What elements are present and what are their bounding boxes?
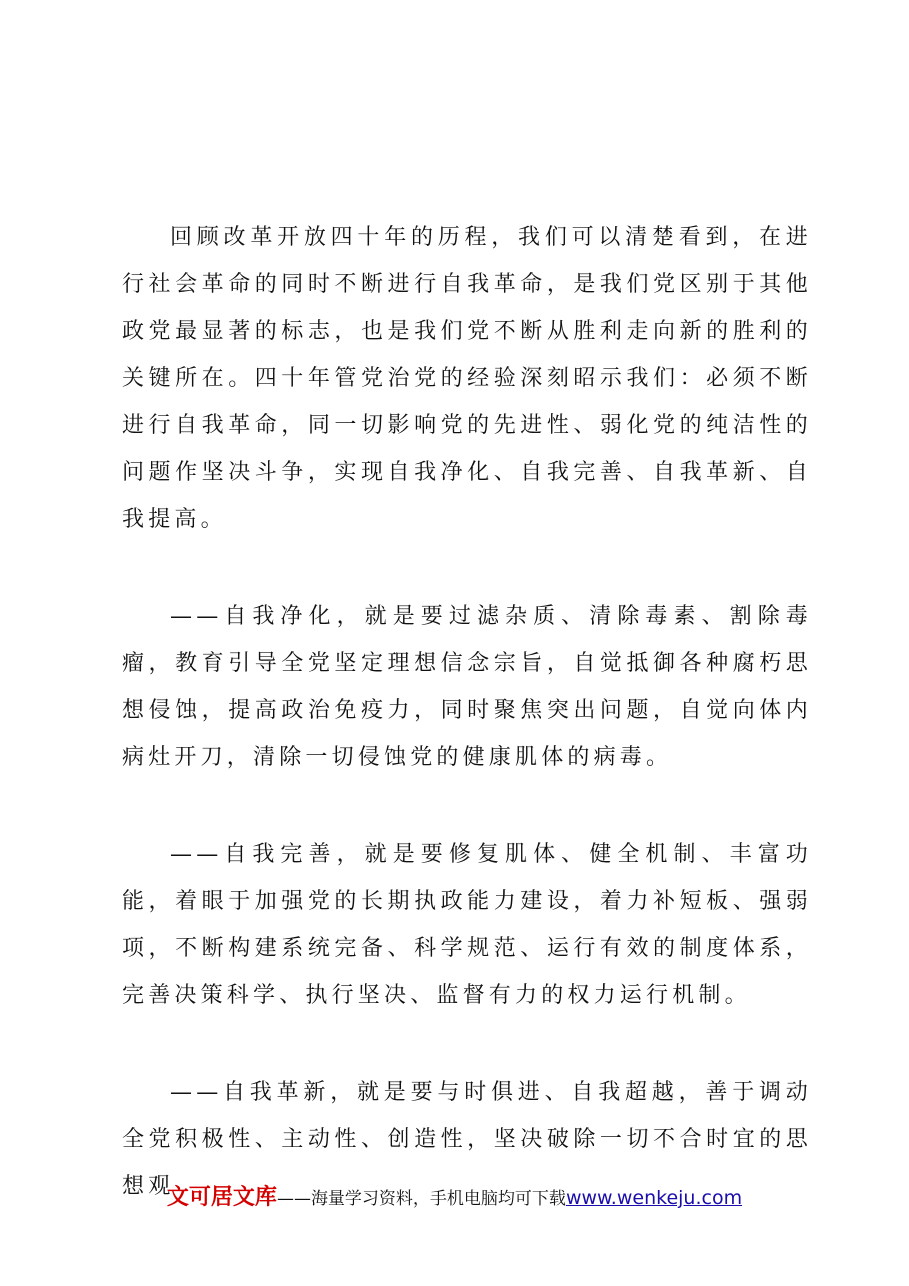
footer-tagline: ——海量学习资料，手机电脑均可下载: [276, 1189, 566, 1209]
paragraph-self-purification: ——自我净化，就是要过滤杂质、清除毒素、割除毒瘤，教育引导全党坚定理想信念宗旨，自觉抵御各种腐朽思想侵蚀，提高政治免疫力，同时聚焦突出问题，自觉向体内病灶开刀，清除一切侵蚀党的健康肌体的病毒。: [122, 604, 812, 770]
paragraph-self-renewal: ——自我革新，就是要与时俱进、自我超越，善于调动全党积极性、主动性、创造性，坚决破除一切不合时宜的思想观: [122, 1080, 812, 1199]
footer-watermark: [0, 1180, 909, 1211]
paragraph-self-improvement: ——自我完善，就是要修复肌体、健全机制、丰富功能，着眼于加强党的长期执政能力建设，着力补短板、强弱项，不断构建系统完备、科学规范、运行有效的制度体系，完善决策科学、执行坚决、监督有力的权力运行机制。: [122, 842, 812, 1008]
document-body: [122, 214, 812, 1210]
footer-brand: 文可居文库: [166, 1185, 277, 1210]
paragraph-intro: 回顾改革开放四十年的历程，我们可以清楚看到，在进行社会革命的同时不断进行自我革命，是我们党区别于其他政党最显著的标志，也是我们党不断从胜利走向新的胜利的关键所在。四十年管党治党的经验深刻昭示我们：必须不断进行自我革命，同一切影响党的先进性、弱化党的纯洁性的问题作坚决斗争，实现自我净化、自我完善、自我革新、自我提高。: [122, 225, 812, 532]
footer-website-link[interactable]: www.wenkeju.com: [565, 1187, 743, 1209]
